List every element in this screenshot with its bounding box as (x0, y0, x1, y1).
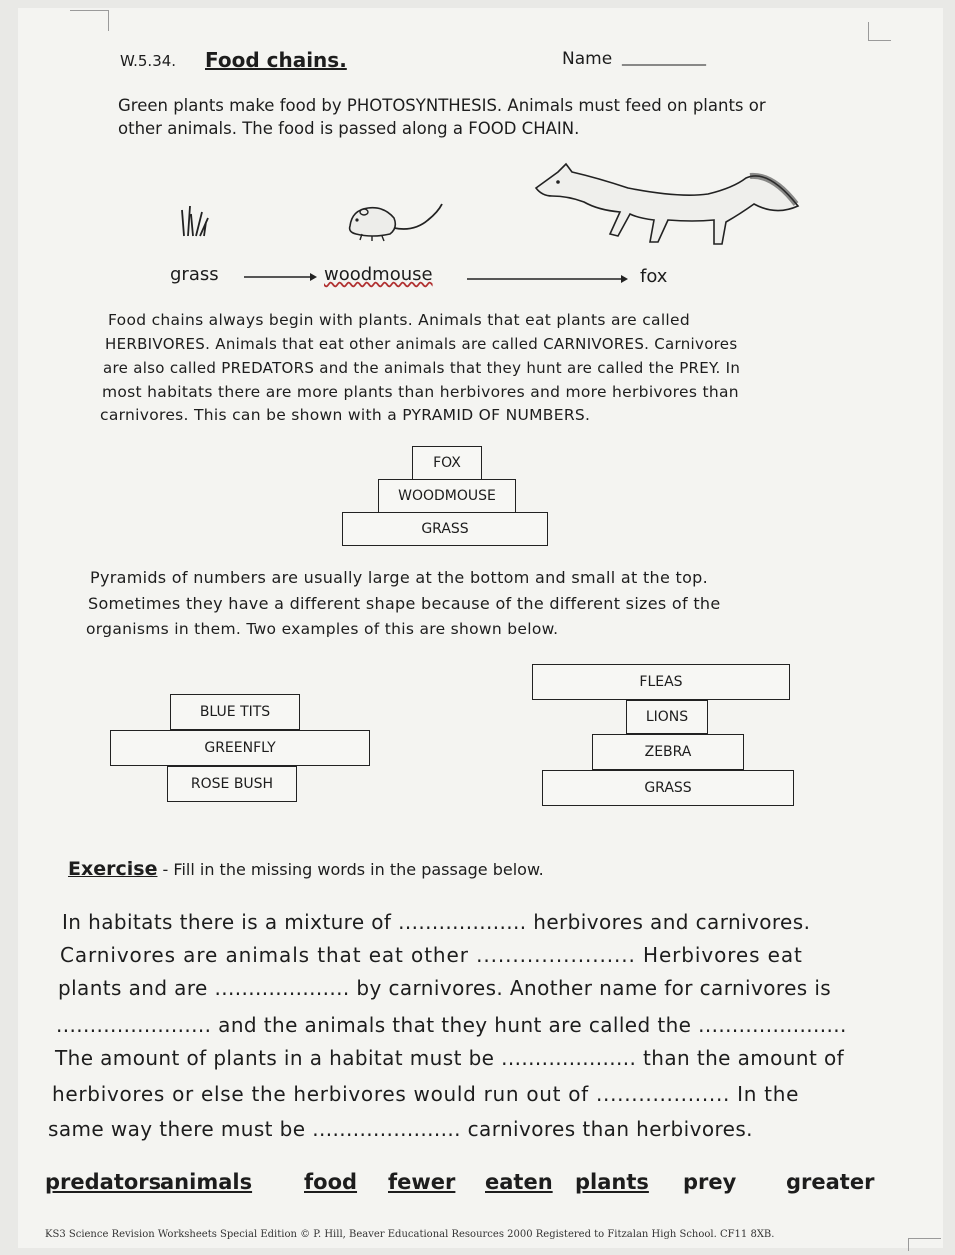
pyramid-fleas: FLEAS (532, 664, 790, 700)
corner-mark-top-left (70, 10, 109, 31)
sheet-code: W.5.34. (120, 52, 177, 70)
intro-line: other animals. The food is passed along a FOOD CHAIN. (118, 119, 580, 138)
pyramid-grass-base: GRASS (542, 770, 794, 806)
corner-mark-bottom-right (908, 1238, 941, 1251)
corner-mark-top-right (868, 22, 891, 41)
exercise-line: The amount of plants in a habitat must be .................... than the amount of (55, 1046, 845, 1070)
pyramid-grass: GRASS (342, 512, 548, 546)
word-bank-prey: prey (683, 1170, 737, 1194)
name-label: Name (562, 49, 613, 69)
text-line: organisms in them. Two examples of this are shown below. (86, 620, 559, 638)
word-bank-fewer: fewer (388, 1170, 456, 1194)
pyramid-woodmouse: WOODMOUSE (378, 479, 516, 513)
text-line: Sometimes they have a different shape because of the different sizes of the (88, 594, 721, 613)
fox-illustration (528, 158, 808, 250)
pyramid-blue-tits: BLUE TITS (170, 694, 300, 730)
exercise-heading (68, 858, 544, 880)
chain-arrow (467, 272, 629, 286)
pyramid-zebra: ZEBRA (592, 734, 744, 770)
text-line: are also called PREDATORS and the animals that they hunt are called the PREY. In (103, 359, 741, 377)
exercise-line: In habitats there is a mixture of ................... herbivores and carnivores. (62, 910, 811, 934)
grass-illustration (178, 204, 228, 238)
footer-credit: KS3 Science Revision Worksheets Special Edition © P. Hill, Beaver Educational Resources 2000 Registered to Fitzalan High School. CF11 8XB. (45, 1229, 775, 1240)
text-line: carnivores. This can be shown with a PYRAMID OF NUMBERS. (100, 406, 591, 424)
exercise-line: plants and are .................... by carnivores. Another name for carnivores is (58, 976, 832, 1000)
word-bank-plants: plants (575, 1170, 649, 1194)
chain-fox: fox (640, 266, 668, 287)
text-line: Pyramids of numbers are usually large at the bottom and small at the top. (90, 568, 709, 587)
word-bank-food: food (304, 1170, 358, 1194)
text-line: HERBIVORES. Animals that eat other animals are called CARNIVORES. Carnivores (105, 335, 738, 353)
word-bank-eaten: eaten (485, 1170, 553, 1194)
pyramid-rose-bush: ROSE BUSH (167, 766, 297, 802)
text-line: most habitats there are more plants than herbivores and more herbivores than (102, 383, 739, 401)
word-bank-greater: greater (786, 1170, 875, 1194)
word-bank-predators: predators (45, 1170, 162, 1194)
chain-grass: grass (170, 264, 219, 285)
intro-line: Green plants make food by PHOTOSYNTHESIS. Animals must feed on plants or (118, 96, 766, 115)
name-field[interactable]: ____________ (622, 50, 706, 66)
exercise-title: Exercise (68, 858, 158, 880)
exercise-line: ....................... and the animals that they hunt are called the ...................... (56, 1013, 847, 1037)
chain-woodmouse: woodmouse (324, 264, 433, 285)
pyramid-lions: LIONS (626, 700, 708, 734)
exercise-line: Carnivores are animals that eat other ...................... Herbivores eat (60, 943, 803, 967)
exercise-instruction: - Fill in the missing words in the passage below. (157, 860, 544, 879)
sheet-title: Food chains. (205, 48, 347, 72)
exercise-line: herbivores or else the herbivores would run out of ................... In the (52, 1082, 800, 1106)
text-line: Food chains always begin with plants. Animals that eat plants are called (108, 311, 691, 329)
chain-arrow (244, 270, 318, 284)
word-bank-animals: animals (160, 1170, 253, 1194)
woodmouse-illustration (342, 198, 454, 244)
pyramid-greenfly: GREENFLY (110, 730, 370, 766)
exercise-line: same way there must be ...................... carnivores than herbivores. (48, 1117, 753, 1141)
pyramid-fox: FOX (412, 446, 482, 480)
